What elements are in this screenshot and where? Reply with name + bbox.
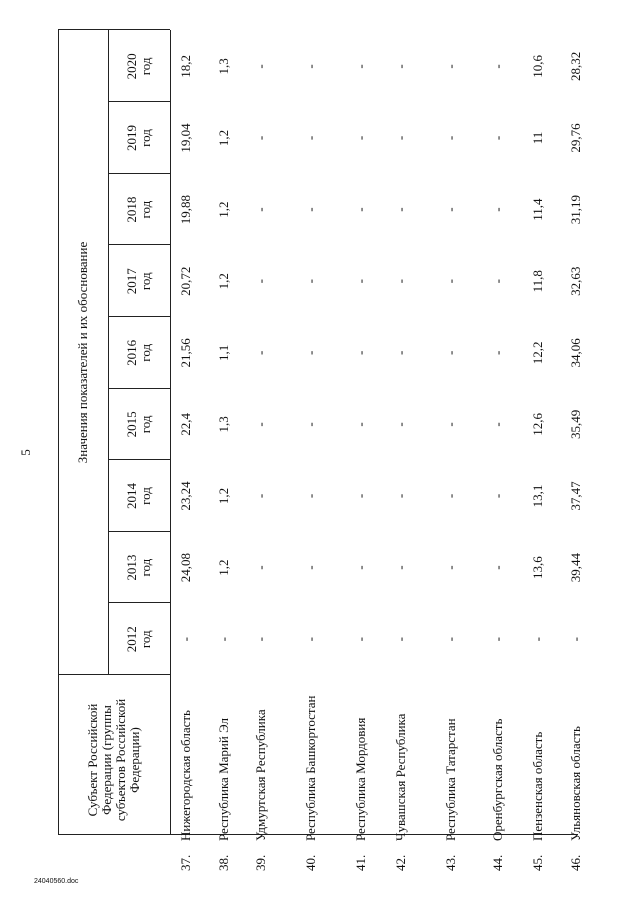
- row-number: 46.: [568, 854, 583, 871]
- value-cell: 11,4: [530, 198, 545, 221]
- value-cell: -: [393, 135, 408, 141]
- value-cell: 1,2: [216, 487, 231, 505]
- value-cell: 31,19: [568, 194, 583, 225]
- row-number: 44.: [490, 854, 505, 871]
- value-cell: -: [253, 135, 268, 141]
- value-cell: -: [353, 565, 368, 570]
- year-header-cell: [108, 31, 170, 103]
- value-cell: -: [253, 64, 268, 69]
- year-header-cell: [108, 389, 170, 461]
- year-unit: год: [138, 630, 153, 649]
- value-cell: -: [393, 350, 408, 355]
- table-row: [216, 30, 253, 875]
- value-cell: -: [443, 422, 458, 427]
- value-cell: -: [443, 279, 458, 284]
- year-value: 2019: [124, 125, 139, 152]
- year-header-cell: [108, 245, 170, 317]
- year-header-cell: [108, 532, 170, 604]
- value-cell: -: [303, 493, 318, 499]
- value-cell: -: [443, 493, 458, 499]
- year-value: 2013: [124, 554, 139, 581]
- value-cell: -: [253, 207, 268, 212]
- value-cell: 11: [530, 131, 545, 145]
- value-cell: -: [530, 637, 545, 642]
- value-cell: -: [353, 350, 368, 355]
- value-cell: -: [353, 207, 368, 212]
- value-cell: -: [393, 279, 408, 284]
- row-number: 41.: [353, 854, 368, 871]
- document-code: 24040560.doc: [34, 878, 79, 885]
- value-cell: -: [303, 207, 318, 212]
- table-row: [490, 30, 530, 875]
- row-number: 38.: [216, 854, 231, 871]
- value-cell: -: [253, 565, 268, 570]
- row-number: 37.: [178, 854, 193, 871]
- header-bottom-border: [170, 30, 171, 835]
- value-cell: -: [303, 422, 318, 427]
- subject-header: Субъект Российской Федерации (группы субъектов Российской Федерации): [85, 698, 142, 822]
- value-cell: -: [393, 422, 408, 427]
- value-cell: 1,1: [216, 344, 231, 361]
- year-unit: год: [138, 487, 153, 505]
- year-header-cell: [108, 460, 170, 532]
- value-cell: 29,76: [568, 123, 583, 153]
- value-cell: -: [253, 422, 268, 427]
- value-cell: -: [353, 493, 368, 499]
- value-cell: 1,2: [216, 559, 231, 576]
- value-cell: 34,06: [568, 338, 583, 368]
- value-cell: 1,3: [216, 416, 231, 433]
- value-cell: 28,32: [568, 51, 583, 82]
- value-cell: -: [178, 637, 193, 642]
- year-value: 2017: [124, 268, 139, 295]
- year-value: 2014: [124, 483, 139, 510]
- value-cell: -: [443, 135, 458, 141]
- table-row: [568, 30, 608, 875]
- row-number: 45.: [530, 854, 545, 871]
- value-cell: -: [353, 422, 368, 427]
- value-cell: 39,44: [568, 552, 583, 583]
- value-cell: -: [353, 637, 368, 642]
- value-cell: 32,63: [568, 266, 583, 296]
- value-cell: -: [393, 637, 408, 642]
- year-value: 2020: [124, 53, 139, 80]
- year-unit: год: [138, 343, 153, 362]
- year-header-cell: [108, 603, 170, 675]
- value-cell: 20,72: [178, 266, 193, 296]
- year-unit: год: [138, 57, 153, 76]
- year-unit: год: [138, 272, 153, 291]
- region-name: Республика Татарстан: [443, 718, 458, 841]
- table-row: [353, 30, 393, 875]
- value-cell: -: [253, 493, 268, 499]
- value-cell: -: [393, 493, 408, 499]
- value-cell: 19,04: [178, 123, 193, 153]
- value-cell: -: [568, 637, 583, 642]
- value-cell: 13,6: [530, 556, 545, 579]
- table-row: [178, 30, 216, 875]
- table-row: [530, 30, 568, 875]
- value-cell: 22,4: [178, 413, 193, 436]
- value-cell: 13,1: [530, 484, 545, 508]
- value-cell: 35,49: [568, 409, 583, 440]
- value-cell: -: [443, 565, 458, 570]
- value-cell: -: [490, 493, 505, 499]
- value-cell: -: [490, 350, 505, 355]
- indicator-table: [58, 30, 583, 875]
- table-row: [303, 30, 353, 875]
- value-cell: -: [490, 565, 505, 570]
- value-cell: 11,8: [530, 270, 545, 293]
- region-name: Удмуртская Республика: [253, 709, 268, 841]
- row-number: 42.: [393, 854, 408, 871]
- value-cell: -: [393, 64, 408, 69]
- value-cell: -: [303, 279, 318, 284]
- value-cell: -: [216, 637, 231, 642]
- value-cell: -: [443, 64, 458, 69]
- region-name: Ульяновская область: [568, 726, 583, 841]
- value-cell: -: [303, 637, 318, 642]
- region-name: Пензенская область: [530, 731, 545, 841]
- value-cell: 19,88: [178, 194, 193, 225]
- value-cell: 23,24: [178, 481, 193, 511]
- year-value: 2012: [124, 626, 139, 653]
- value-cell: -: [253, 350, 268, 355]
- value-cell: 24,08: [178, 552, 193, 583]
- value-cell: -: [303, 135, 318, 141]
- value-cell: -: [490, 207, 505, 212]
- value-cell: -: [253, 279, 268, 284]
- table-row: [253, 30, 303, 875]
- year-value: 2015: [124, 411, 139, 438]
- value-cell: -: [253, 637, 268, 642]
- region-name: Оренбургская область: [490, 718, 505, 841]
- region-name: Республика Мордовия: [353, 717, 368, 841]
- region-name: Республика Марий Эл: [216, 718, 231, 841]
- value-cell: 18,2: [178, 55, 193, 78]
- row-number: 40.: [303, 854, 318, 871]
- year-unit: год: [138, 129, 153, 147]
- values-header: Значения показателей и их обоснование: [75, 241, 90, 464]
- region-name: Нижегородская область: [178, 710, 193, 841]
- region-name: Чувашская Республика: [393, 713, 408, 841]
- table-row: [443, 30, 490, 875]
- value-cell: 1,3: [216, 58, 231, 75]
- year-header-cell: [108, 317, 170, 389]
- year-unit: год: [138, 558, 153, 577]
- value-cell: -: [490, 279, 505, 284]
- value-cell: -: [303, 565, 318, 570]
- value-cell: -: [443, 350, 458, 355]
- value-cell: -: [353, 64, 368, 69]
- row-number: 43.: [443, 854, 458, 871]
- value-cell: -: [443, 637, 458, 642]
- value-cell: 1,2: [216, 201, 231, 218]
- year-value: 2018: [124, 196, 139, 223]
- region-name: Республика Башкортостан: [303, 695, 318, 841]
- value-cell: -: [353, 135, 368, 141]
- value-cell: -: [353, 279, 368, 284]
- value-cell: -: [490, 135, 505, 141]
- value-cell: -: [393, 565, 408, 570]
- value-cell: 12,2: [530, 341, 545, 365]
- value-cell: 1,2: [216, 273, 231, 290]
- year-value: 2016: [124, 339, 139, 366]
- value-cell: -: [490, 422, 505, 427]
- year-header-cell: [108, 174, 170, 246]
- value-cell: 1,2: [216, 129, 231, 147]
- page-number: 5: [18, 449, 33, 456]
- value-cell: 21,56: [178, 338, 193, 368]
- year-header-cell: [108, 102, 170, 174]
- value-cell: -: [303, 64, 318, 69]
- value-cell: 10,6: [530, 55, 545, 78]
- value-cell: 37,47: [568, 481, 583, 511]
- value-cell: 12,6: [530, 413, 545, 436]
- value-cell: -: [490, 637, 505, 642]
- year-unit: год: [138, 415, 153, 434]
- value-cell: -: [393, 207, 408, 212]
- table-row: [393, 30, 443, 875]
- value-cell: -: [443, 207, 458, 212]
- year-unit: год: [138, 200, 153, 219]
- value-cell: -: [490, 64, 505, 69]
- row-number: 39.: [253, 854, 268, 871]
- value-cell: -: [303, 350, 318, 355]
